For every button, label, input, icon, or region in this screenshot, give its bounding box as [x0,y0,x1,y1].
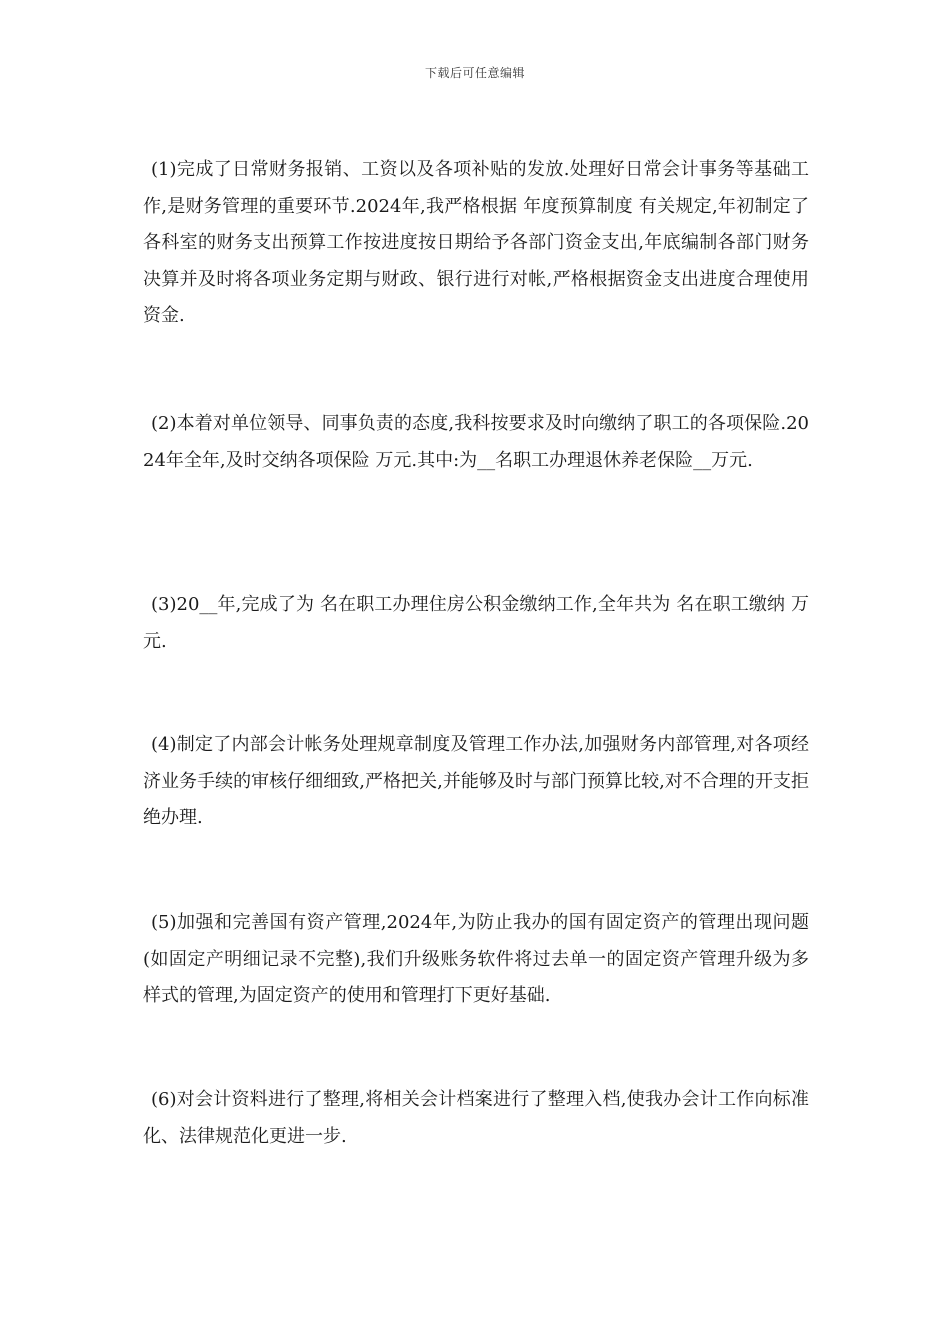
paragraph-3 [143,587,809,660]
paragraph-4 [143,727,809,837]
paragraph-1 [143,152,809,335]
paragraph-1-text: (1)完成了日常财务报销、工资以及各项补贴的发放.处理好日常会计事务等基础工作,是财务管理的重要环节.2024年,我严格根据 年度预算制度 有关规定,年初制定了各科室的财务支出预算工作按进度按日期给予各部门资金支出,年底编制各部门财务决算并及时将各项业务定期与财政、银行进行对帐,严格根据资金支出进度合理使用资金. [143,159,809,326]
paragraph-6 [143,1082,809,1155]
page-header: 下载后可任意编辑 [424,66,525,80]
paragraph-5 [143,905,809,1015]
paragraph-2-text: (2)本着对单位领导、同事负责的态度,我科按要求及时向缴纳了职工的各项保险.2024年全年,及时交纳各项保险 万元.其中:为__名职工办理退休养老保险__万元. [143,413,809,471]
paragraph-3-text: (3)20__年,完成了为 名在职工办理住房公积金缴纳工作,全年共为 名在职工缴纳 万元. [143,594,809,652]
paragraph-6-text: (6)对会计资料进行了整理,将相关会计档案进行了整理入档,使我办会计工作向标准化、法律规范化更进一步. [143,1089,809,1147]
paragraph-4-text: (4)制定了内部会计帐务处理规章制度及管理工作办法,加强财务内部管理,对各项经济业务手续的审核仔细细致,严格把关,并能够及时与部门预算比较,对不合理的开支拒绝办理. [143,734,809,828]
paragraph-5-text: (5)加强和完善国有资产管理,2024年,为防止我办的国有固定资产的管理出现问题(如固定产明细记录不完整),我们升级账务软件将过去单一的固定资产管理升级为多样式的管理,为固定资产的使用和管理打下更好基础. [143,912,809,1006]
paragraph-2 [143,406,809,479]
